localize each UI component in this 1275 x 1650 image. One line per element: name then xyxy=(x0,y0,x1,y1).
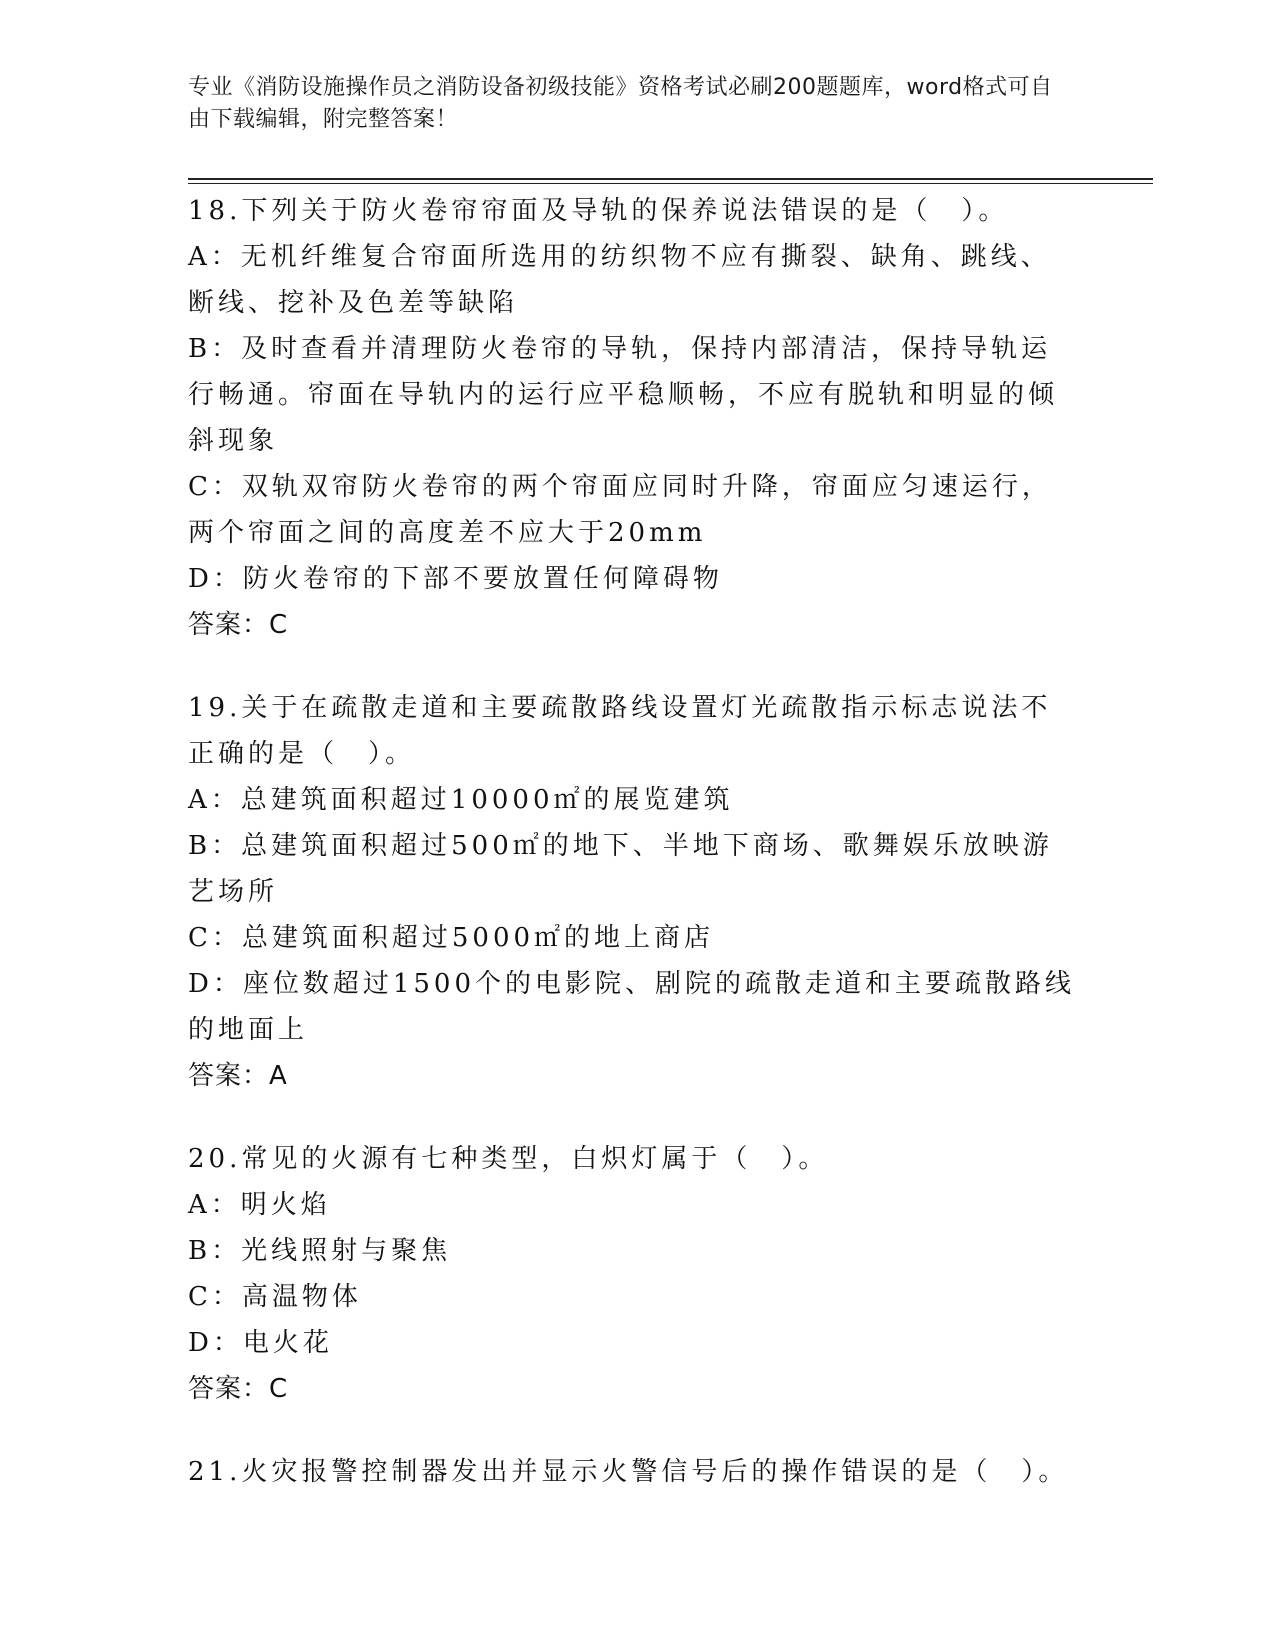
option-b: B：及时查看并清理防火卷帘的导轨，保持内部清洁，保持导轨运行畅通。帘面在导轨内的运行应平稳顺畅，不应有脱轨和明显的倾斜现象 xyxy=(188,334,1059,456)
question-stem: 20.常见的火源有七种类型，白炽灯属于（ ）。 xyxy=(188,1144,829,1174)
question-list xyxy=(188,188,1078,1532)
header-divider xyxy=(188,178,1153,180)
option-c: C：高温物体 xyxy=(188,1282,362,1312)
question-stem: 18.下列关于防火卷帘帘面及导轨的保养说法错误的是（ ）。 xyxy=(188,196,1009,226)
option-d: D：防火卷帘的下部不要放置任何障碍物 xyxy=(188,564,723,594)
answer: 答案：C xyxy=(188,610,289,640)
question-21 xyxy=(188,1449,1078,1495)
question-20 xyxy=(188,1136,1078,1412)
option-c: C：总建筑面积超过5000㎡的地上商店 xyxy=(188,923,715,953)
header-divider-thin xyxy=(188,183,1153,184)
option-a: A：无机纤维复合帘面所选用的纺织物不应有撕裂、缺角、跳线、断线、挖补及色差等缺陷 xyxy=(188,242,1051,318)
question-stem: 21.火灾报警控制器发出并显示火警信号后的操作错误的是（ ）。 xyxy=(188,1457,1069,1487)
question-18 xyxy=(188,188,1078,648)
option-d: D：电火花 xyxy=(188,1328,333,1358)
question-19 xyxy=(188,685,1078,1099)
option-c: C：双轨双帘防火卷帘的两个帘面应同时升降，帘面应匀速运行，两个帘面之间的高度差不应大于20mm xyxy=(188,472,1052,548)
document-header: 专业《消防设施操作员之消防设备初级技能》资格考试必刷200题题库，word格式可自由下载编辑，附完整答案！ xyxy=(188,75,1053,132)
answer: 答案：C xyxy=(188,1374,289,1404)
option-a: A：明火焰 xyxy=(188,1190,331,1220)
option-b: B：总建筑面积超过500㎡的地下、半地下商场、歌舞娱乐放映游艺场所 xyxy=(188,831,1053,907)
question-stem: 19.关于在疏散走道和主要疏散路线设置灯光疏散指示标志说法不正确的是（ ）。 xyxy=(188,693,1052,769)
answer: 答案：A xyxy=(188,1061,288,1091)
option-a: A：总建筑面积超过10000㎡的展览建筑 xyxy=(188,785,734,815)
option-d: D：座位数超过1500个的电影院、剧院的疏散走道和主要疏散路线的地面上 xyxy=(188,969,1076,1045)
option-b: B：光线照射与聚焦 xyxy=(188,1236,452,1266)
